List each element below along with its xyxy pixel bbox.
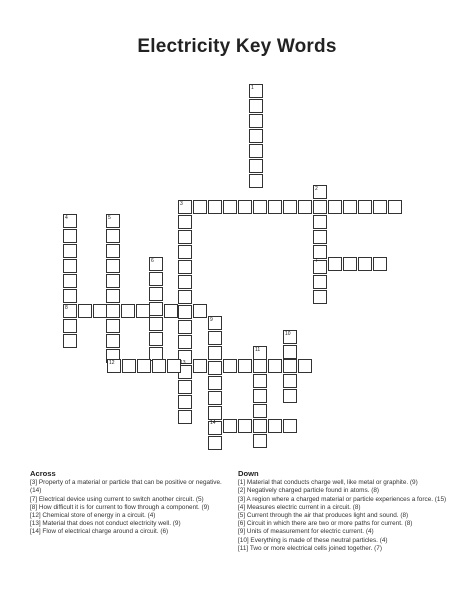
clue-number: 14 [210,420,216,426]
grid-cell[interactable] [253,389,267,403]
grid-cell[interactable] [253,374,267,388]
grid-cell[interactable] [249,99,263,113]
grid-cell[interactable] [63,274,77,288]
grid-cell[interactable] [208,331,222,345]
grid-cell[interactable] [268,359,282,373]
grid-cell[interactable] [149,272,163,286]
grid-cell[interactable] [63,289,77,303]
clue-number: 4 [65,215,68,221]
clue-number: 8 [65,305,68,311]
grid-cell[interactable] [178,275,192,289]
clue-number: 13 [180,360,186,366]
grid-cell[interactable] [93,304,107,318]
grid-cell[interactable] [63,334,77,348]
grid-cell[interactable] [208,436,222,450]
grid-cell[interactable] [253,404,267,418]
grid-cell[interactable] [208,406,222,420]
grid-cell[interactable] [223,200,237,214]
grid-cell[interactable] [106,319,120,333]
grid-cell[interactable] [298,200,312,214]
grid-cell[interactable] [313,290,327,304]
grid-cell[interactable] [238,200,252,214]
across-clue: [14] Flow of electrical charge around a circuit. (6) [30,528,169,536]
grid-cell[interactable] [238,359,252,373]
grid-cell[interactable] [193,304,207,318]
grid-cell[interactable] [63,319,77,333]
grid-cell[interactable] [253,419,267,433]
grid-cell[interactable] [178,395,192,409]
grid-cell[interactable] [106,229,120,243]
grid-cell[interactable] [208,391,222,405]
grid-cell[interactable] [178,380,192,394]
grid-cell[interactable] [249,159,263,173]
grid-cell[interactable] [122,359,136,373]
down-clue: [10] Everything is made of these neutral particles. (4) [238,536,388,544]
grid-cell[interactable] [358,257,372,271]
down-clue: [2] Negatively charged particle found in atoms. (8) [238,487,380,495]
clue-number: 2 [315,186,318,192]
grid-cell[interactable] [149,287,163,301]
across-clue: [7] Electrical device using current to switch another circuit. (5) [30,495,204,503]
down-clue: [11] Two or more electrical cells joined together. (7) [238,544,382,552]
grid-cell[interactable] [178,230,192,244]
grid-cell[interactable] [223,419,237,433]
grid-cell[interactable] [313,215,327,229]
across-clue: [3] Property of a material or particle that can be positive or negative. (14) [30,479,222,495]
grid-cell[interactable] [63,244,77,258]
grid-cell[interactable] [313,245,327,259]
grid-cell[interactable] [149,302,163,316]
grid-cell[interactable] [106,304,120,318]
grid-cell[interactable] [149,317,163,331]
down-clue: [5] Current through the air that produces light and sound. (8) [238,512,409,520]
grid-cell[interactable] [137,359,151,373]
down-clue: [6] Circuit in which there are two or more paths for current. (8) [238,520,413,528]
grid-cell[interactable] [249,114,263,128]
across-clues [30,470,230,537]
clue-number: 12 [109,360,115,366]
grid-cell[interactable] [253,434,267,448]
clue-number: 7 [315,258,318,264]
clue-number: 10 [285,331,291,337]
grid-cell[interactable] [313,275,327,289]
grid-cell[interactable] [106,334,120,348]
grid-cell[interactable] [268,200,282,214]
grid-cell[interactable] [268,419,282,433]
grid-cell[interactable] [178,320,192,334]
grid-cell[interactable] [152,359,166,373]
grid-cell[interactable] [178,410,192,424]
grid-cell[interactable] [193,200,207,214]
grid-cell[interactable] [343,257,357,271]
grid-cell[interactable] [328,200,342,214]
down-clue: [3] A region where a charged material or particle experiences a force. (15) [238,495,447,503]
clue-number: 5 [108,215,111,221]
page-title: Electricity Key Words [137,36,337,57]
grid-cell[interactable] [283,419,297,433]
down-clue: [4] Measures electric current in a circuit. (8) [238,503,361,511]
grid-cell[interactable] [313,230,327,244]
down-clue: [1] Material that conducts charge well, like metal or graphite. (9) [238,479,418,487]
grid-cell[interactable] [249,174,263,188]
grid-cell[interactable] [253,359,267,373]
grid-cell[interactable] [208,361,222,375]
grid-cell[interactable] [298,359,312,373]
grid-cell[interactable] [328,257,342,271]
grid-cell[interactable] [121,304,135,318]
clue-number: 9 [210,317,213,323]
grid-cell[interactable] [373,257,387,271]
grid-cell[interactable] [208,200,222,214]
down-heading: Down [238,469,259,478]
across-clue: [12] Chemical store of energy in a circuit. (4) [30,512,156,520]
clue-number: 1 [251,85,254,91]
grid-cell[interactable] [283,359,297,373]
grid-cell[interactable] [238,419,252,433]
grid-cell[interactable] [358,200,372,214]
across-heading: Across [30,469,56,478]
clue-number: 6 [151,258,154,264]
across-clue: [13] Material that does not conduct electricity well. (9) [30,520,181,528]
grid-cell[interactable] [167,359,181,373]
grid-cell[interactable] [106,259,120,273]
grid-cell[interactable] [178,290,192,304]
grid-cell[interactable] [178,305,192,319]
grid-cell[interactable] [283,345,297,359]
grid-cell[interactable] [178,215,192,229]
grid-cell[interactable] [63,229,77,243]
down-clues [238,470,448,553]
grid-cell[interactable] [313,200,327,214]
across-clue: [8] How difficult it is for current to flow through a component. (9) [30,503,210,511]
grid-cell[interactable] [343,200,357,214]
grid-cell[interactable] [249,144,263,158]
grid-cell[interactable] [63,259,77,273]
grid-cell[interactable] [388,200,402,214]
grid-cell[interactable] [106,274,120,288]
grid-cell[interactable] [208,346,222,360]
grid-cell[interactable] [149,332,163,346]
down-clue: [9] Units of measurement for electric current. (4) [238,528,374,536]
grid-cell[interactable] [78,304,92,318]
grid-cell[interactable] [223,359,237,373]
grid-cell[interactable] [253,200,267,214]
grid-cell[interactable] [283,200,297,214]
grid-cell[interactable] [178,245,192,259]
clue-number: 11 [255,347,261,353]
grid-cell[interactable] [208,376,222,390]
grid-cell[interactable] [249,129,263,143]
grid-cell[interactable] [106,244,120,258]
grid-cell[interactable] [193,359,207,373]
grid-cell[interactable] [283,389,297,403]
clue-number: 3 [180,201,183,207]
grid-cell[interactable] [178,260,192,274]
grid-cell[interactable] [136,304,150,318]
grid-cell[interactable] [106,289,120,303]
grid-cell[interactable] [164,304,178,318]
grid-cell[interactable] [283,374,297,388]
grid-cell[interactable] [373,200,387,214]
grid-cell[interactable] [178,335,192,349]
